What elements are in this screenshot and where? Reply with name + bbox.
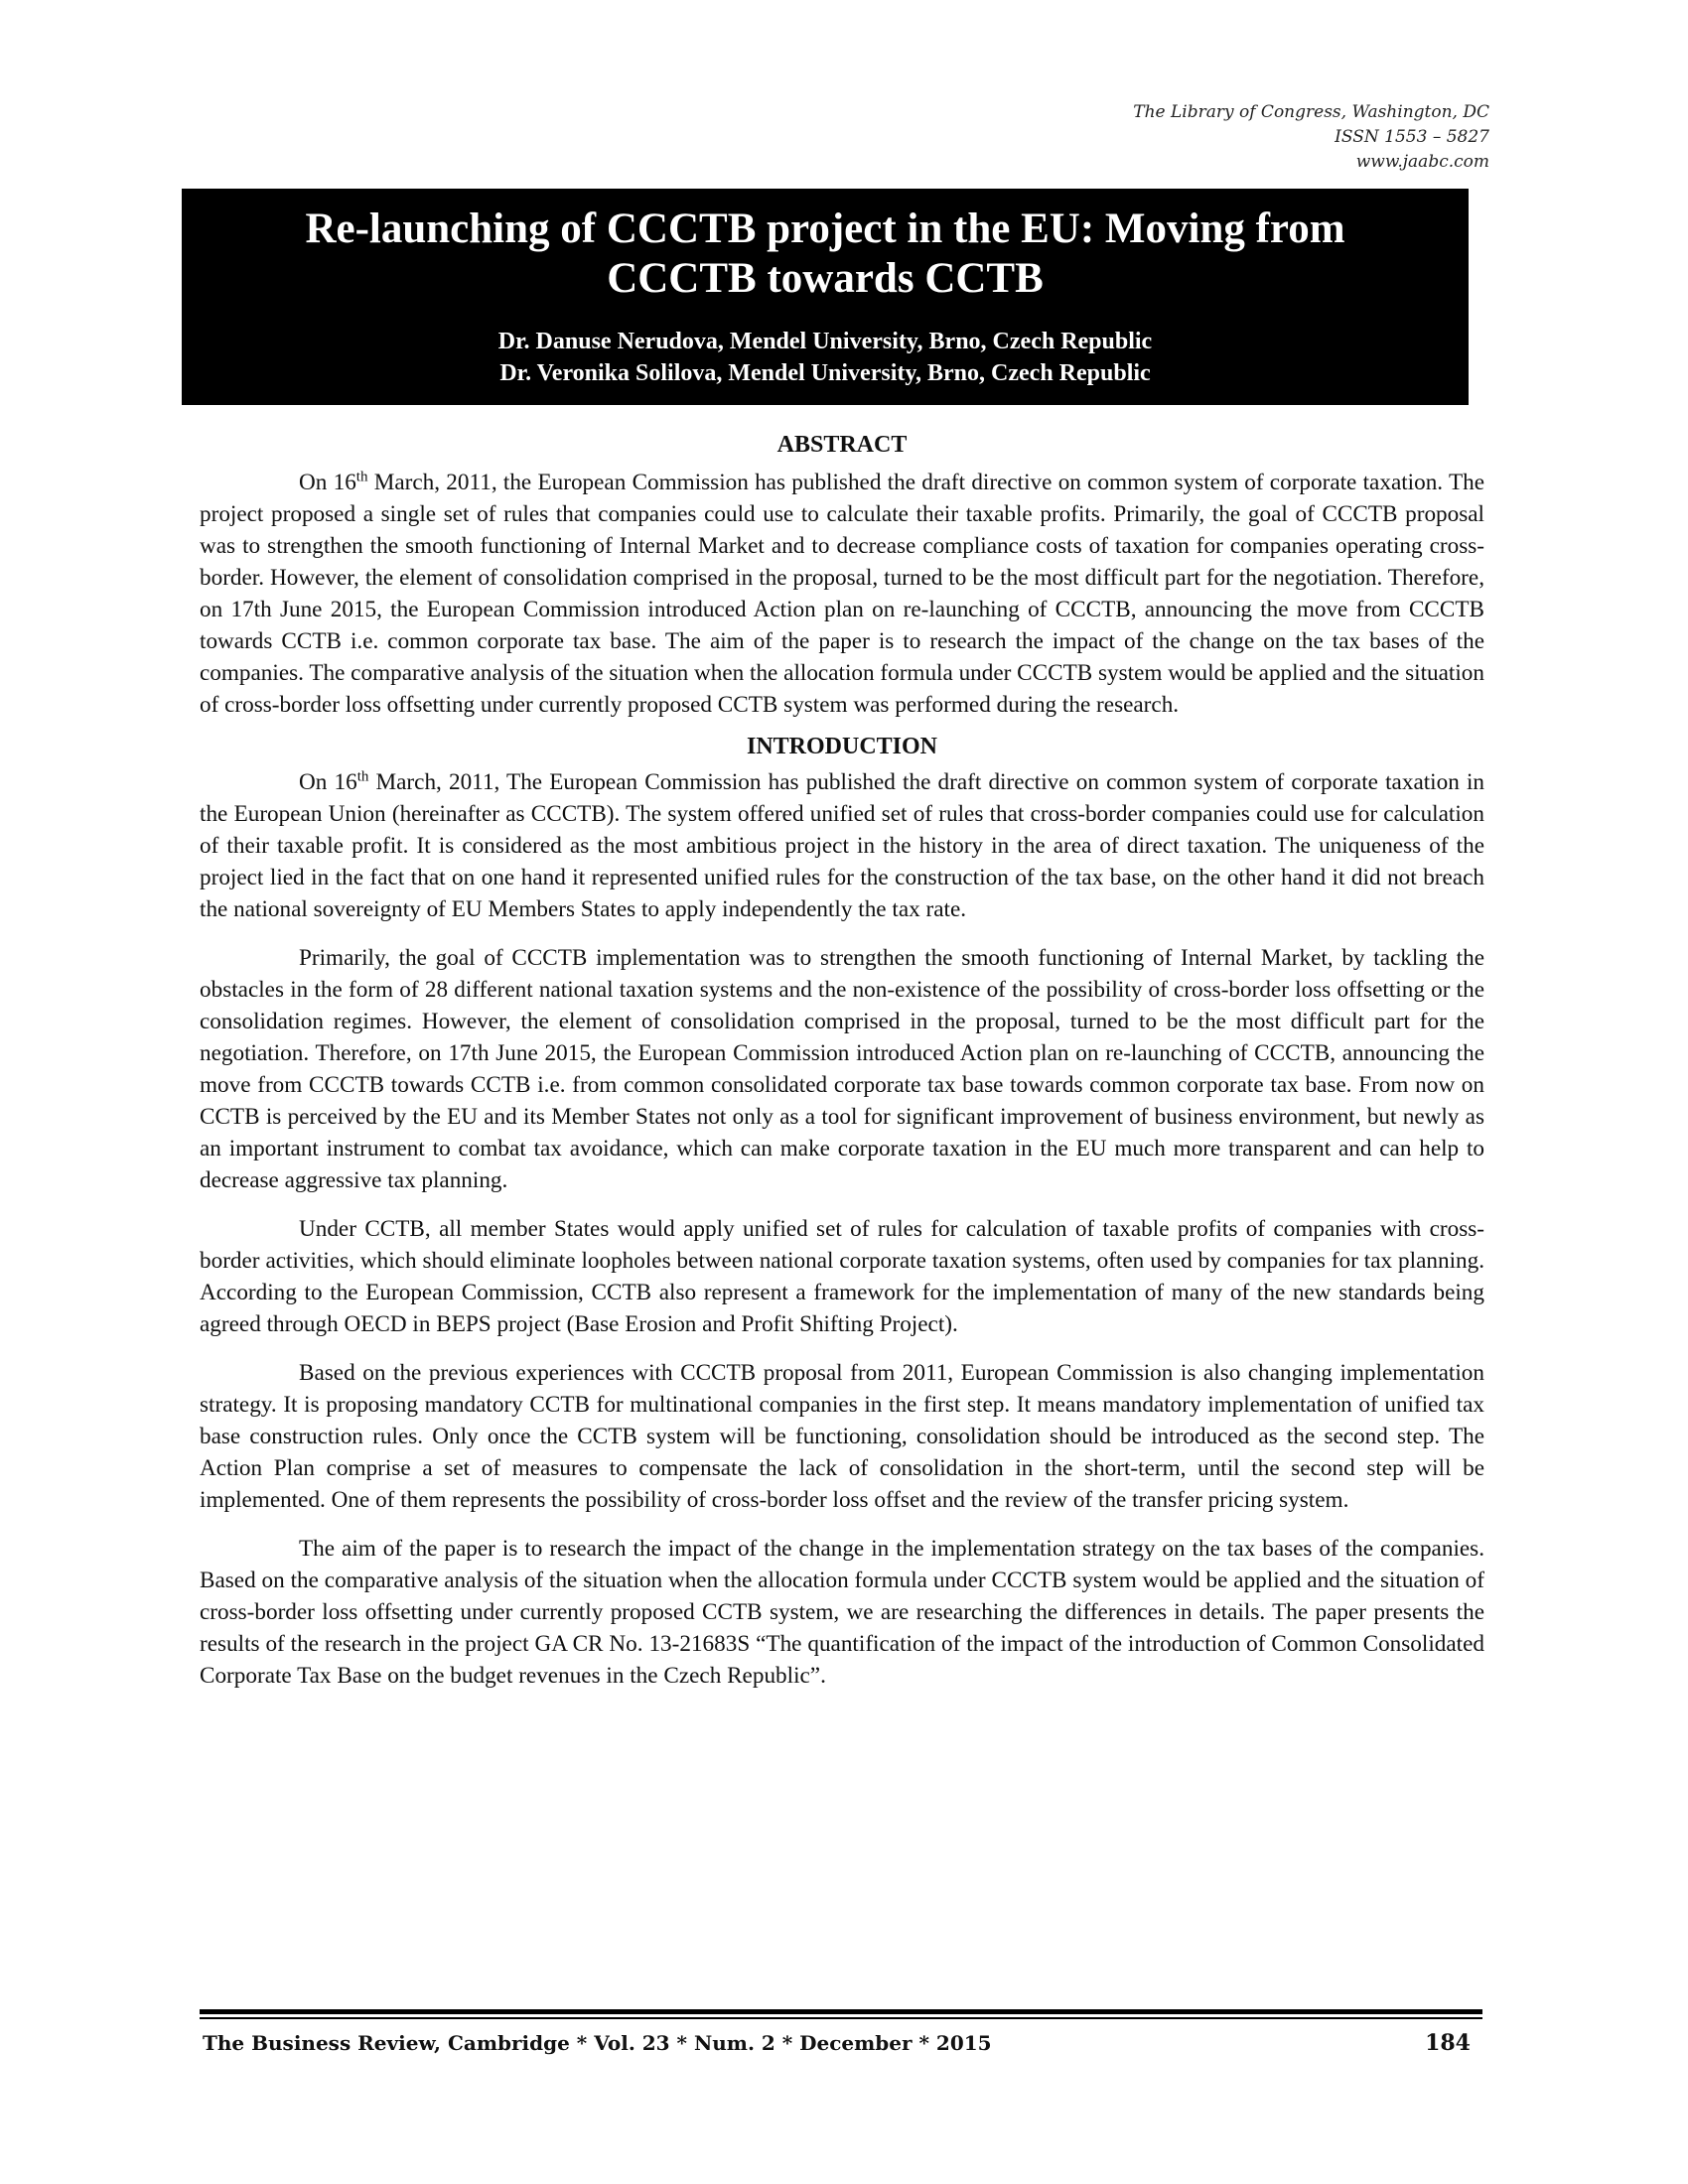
issn-line: ISSN 1553 – 5827 (1335, 127, 1489, 147)
introduction-heading: INTRODUCTION (746, 734, 938, 759)
intro-paragraph-1-text: March, 2011, The European Commission has published the draft directive on common system of corporate taxation in the European Union (hereinafter as CCCTB). The system offered unified set of rules that cross-border companies could use for calculation of their taxable profit. It is considered as the most ambitious project in the history in the area of direct taxation. The uniqueness of the project lied in the fact that on one hand it represented unified rules for the construction of the tax base, on the other hand it did not breach the national sovereignty of EU Members States to apply independently the tax rate. (200, 769, 1484, 922)
intro-paragraph-4: Based on the previous experiences with CCCTB proposal from 2011, European Commission is also changing implementation strategy. It is proposing mandatory CCTB for multinational companies in the first step. It means mandatory implementation of unified tax base construction rules. Only once the CCTB system will be functioning, consolidation should be introduced as the second step. The Action Plan comprise a set of measures to compensate the lack of consolidation in the short-term, until the second step will be implemented. One of them represents the possibility of cross-border loss offset and the review of the transfer pricing system. (200, 1360, 1484, 1513)
paper-title: Re-launching of CCCTB project in the EU: Moving from CCCTB towards CCTB (305, 205, 1345, 302)
abstract-heading: ABSTRACT (776, 432, 908, 458)
intro-ordinal-suffix: th (356, 768, 369, 785)
intro-paragraph-5: The aim of the paper is to research the impact of the change in the implementation strategy on the tax bases of the companies. Based on the comparative analysis of the situation when the allocation formula under CCCTB system would be applied and the situation of cross-border loss offsetting under currently proposed CCTB system, we are researching the differences in details. The paper presents the results of the research in the project GA CR No. 13-21683S “The quantification of the impact of the introduction of Common Consolidated Corporate Tax Base on the budget revenues in the Czech Republic”. (200, 1536, 1484, 1689)
title-banner (182, 189, 1469, 405)
author-1: Dr. Danuse Nerudova, Mendel University, Brno, Czech Republic (497, 329, 1153, 354)
intro-paragraph-3: Under CCTB, all member States would apply unified set of rules for calculation of taxable profits of companies with cross-border activities, which should eliminate loopholes between national corporate taxation systems, often used by companies for tax planning. According to the European Commission, CCTB also represent a framework for the implementation of many of the new standards being agreed through OECD in BEPS project (Base Erosion and Profit Shifting Project). (200, 1216, 1484, 1337)
abstract-paragraph (200, 467, 1484, 721)
publication-info (993, 100, 1489, 175)
website-line: www.jaabc.com (1355, 152, 1489, 172)
author-2: Dr. Veronika Solilova, Mendel University, Brno, Czech Republic (499, 360, 1151, 386)
page-footer (200, 2026, 1482, 2060)
abstract-ordinal-suffix: th (355, 469, 368, 485)
intro-paragraph-1 (200, 766, 1484, 925)
page-number: 184 (1425, 2030, 1471, 2056)
footer-divider-thin (200, 2017, 1482, 2019)
library-line: The Library of Congress, Washington, DC (1133, 102, 1489, 122)
abstract-date-prefix: On 16 (299, 470, 356, 495)
footer-divider-thick (200, 2009, 1482, 2014)
intro-date-prefix: On 16 (299, 769, 357, 795)
journal-citation: The Business Review, Cambridge * Vol. 23 * Num. 2 * December * 2015 (203, 2031, 992, 2055)
abstract-text: March, 2011, the European Commission has published the draft directive on common system of corporate taxation. The project proposed a single set of rules that companies could use to calculate their taxable profits. Primarily, the goal of CCCTB proposal was to strengthen the smooth functioning of Internal Market and to decrease compliance costs of taxation for companies operating cross-border. However, the element of consolidation comprised in the proposal, turned to be the most difficult part for the negotiation. Therefore, on 17th June 2015, the European Commission introduced Action plan on re-launching of CCCTB, announcing the move from CCCTB towards CCTB i.e. common corporate tax base. The aim of the paper is to research the impact of the change on the tax bases of the companies. The comparative analysis of the situation when the allocation formula under CCCTB system would be applied and the situation of cross-border loss offsetting under currently proposed CCTB system was performed during the research. (200, 470, 1484, 718)
author-list (182, 326, 1469, 389)
intro-paragraph-2: Primarily, the goal of CCCTB implementation was to strengthen the smooth functioning of Internal Market, by tackling the obstacles in the form of 28 different national taxation systems and the non-existence of the possibility of cross-border loss offsetting or the consolidation regimes. However, the element of consolidation comprised in the proposal, turned to be the most difficult part for the negotiation. Therefore, on 17th June 2015, the European Commission introduced Action plan on re-launching of CCCTB, announcing the move from CCCTB towards CCTB i.e. from common consolidated corporate tax base towards common corporate tax base. From now on CCTB is perceived by the EU and its Member States not only as a tool for significant improvement of business environment, but newly as an important instrument to combat tax avoidance, which can make corporate taxation in the EU much more transparent and can help to decrease aggressive tax planning. (200, 945, 1484, 1193)
main-content (200, 429, 1484, 1692)
